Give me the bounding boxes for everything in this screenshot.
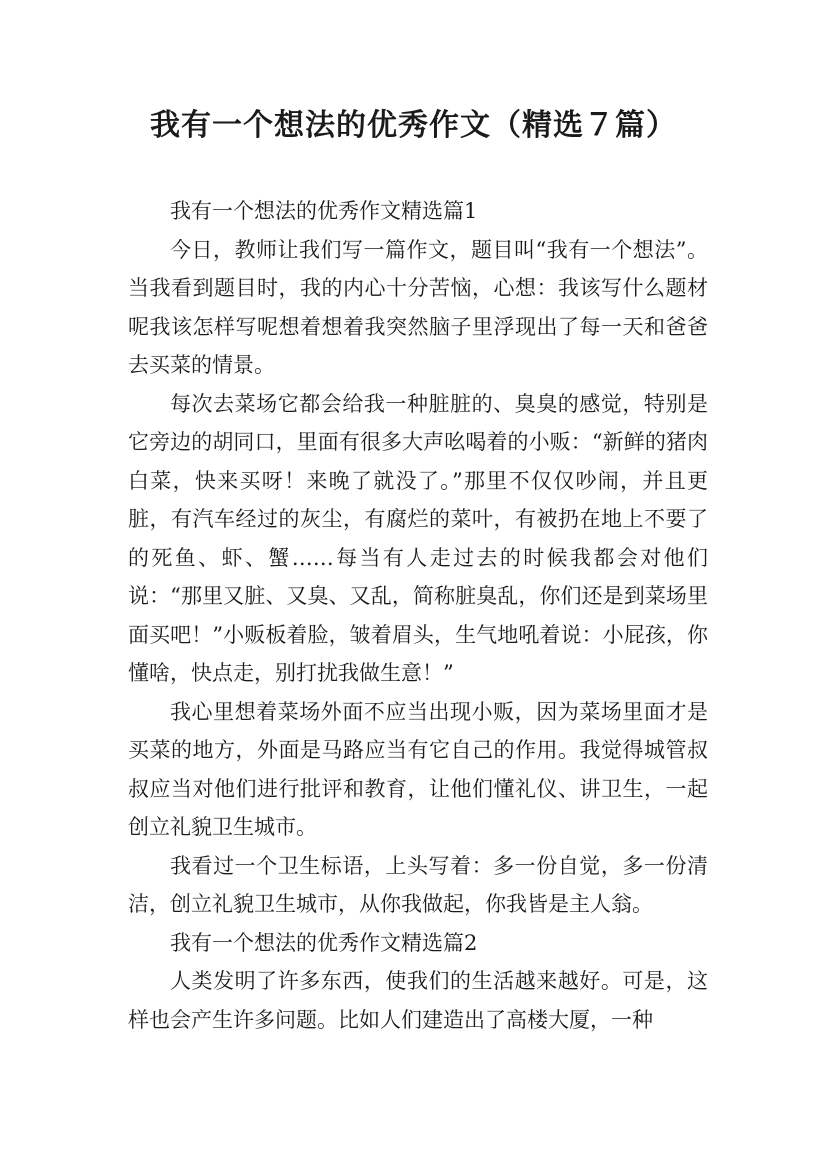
body-paragraph: 每次去菜场它都会给我一种脏脏的、臭臭的感觉，特别是它旁边的胡同口，里面有很多大声吆喝着的小贩：“新鲜的猪肉白菜，快来买呀！来晚了就没了。”那里不仅仅吵闹，并且更脏，有汽车经过的灰尘，有腐烂的菜叶，有被扔在地上不要了的死鱼、虾、蟹……每当有人走过去的时候我都会对他们说：“那里又脏、又臭、又乱，简称脏臭乱，你们还是到菜场里面买吧！”小贩板着脸，皱着眉头，生气地吼着说：小屁孩，你懂啥，快点走，别打扰我做生意！”: [128, 391, 708, 685]
document-title: 我有一个想法的优秀作文（精选７篇）: [150, 108, 677, 143]
body-paragraph: 我看过一个卫生标语，上头写着：多一份自觉，多一份清洁，创立礼貌卫生城市，从你我做起，你我皆是主人翁。: [128, 853, 708, 916]
body-paragraph: 我心里想着菜场外面不应当出现小贩，因为菜场里面才是买菜的地方，外面是马路应当有它自己的作用。我觉得城管叔叔应当对他们进行批评和教育，让他们懂礼仪、讲卫生，一起创立礼貌卫生城市。: [128, 699, 708, 839]
section-heading-1: 我有一个想法的优秀作文精选篇1: [170, 199, 478, 223]
document-body: [128, 192, 708, 1039]
body-paragraph: 人类发明了许多东西，使我们的生活越来越好。可是，这样也会产生许多问题。比如人们建造出了高楼大厦，一种: [128, 969, 708, 1032]
section-heading-2: 我有一个想法的优秀作文精选篇2: [170, 930, 478, 955]
body-paragraph: 今日，教师让我们写一篇作文，题目叫“我有一个想法”。当我看到题目时，我的内心十分苦恼，心想：我该写什么题材呢我该怎样写呢想着想着我突然脑子里浮现出了每一天和爸爸去买菜的情景。: [128, 237, 708, 377]
